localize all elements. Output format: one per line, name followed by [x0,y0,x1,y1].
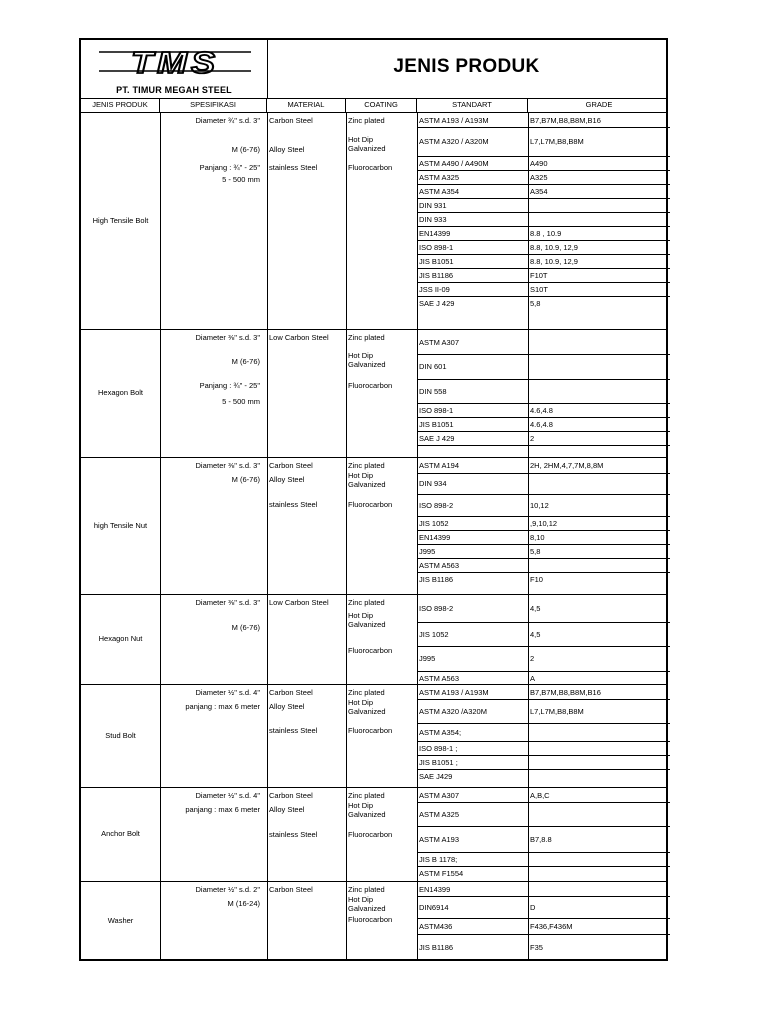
material-line: Alloy Steel [269,145,305,154]
column-divider [160,788,161,881]
material-line: stainless Steel [269,726,318,735]
grade-cell: A490 [530,158,548,168]
grade-cell: 8.8, 10.9, 12,9 [530,256,578,266]
row-divider [417,866,670,867]
product-group [81,595,666,685]
row-divider [417,403,670,404]
column-divider [267,458,268,594]
material-line: Low Carbon Steel [269,598,329,607]
column-divider [160,595,161,684]
coating-line: Fluorocarbon [348,646,393,655]
row-divider [417,473,670,474]
column-divider [346,788,347,881]
standard-cell: J995 [419,546,436,556]
spec-line: M (6-76) [231,357,260,366]
grade-cell: 2 [530,654,535,663]
spec-line: Panjang : ¾" - 25" [199,381,260,390]
col-grade: GRADE [585,100,613,109]
standard-cell: JIS B1186 [419,574,454,584]
grade-cell: 2H, 2HM,4,7,7M,8,8M [530,461,604,470]
spec-line: Diameter ⅜" s.d. 3" [195,598,260,607]
grade-cell: 4.6,4.8 [530,419,553,429]
col-spesifikasi: SPESIFIKASI [160,98,267,112]
grade-cell: L7,L7M,B8,B8M [530,706,584,716]
coating-line: Zinc plated [348,116,385,125]
row-divider [417,852,670,853]
material-line: stainless Steel [269,500,318,509]
spec-line: Diameter ½" s.d. 4" [195,791,260,800]
coating-line: Hot Dip Galvanized [348,611,386,629]
column-divider [528,330,529,457]
spec-line: 5 - 500 mm [222,397,260,406]
material-line: stainless Steel [269,163,318,172]
grade-cell: A,B,C [530,790,550,800]
grade-cell: 4.6,4.8 [530,405,553,415]
standard-cell: JSS II-09 [419,284,450,294]
product-name: Stud Bolt [105,730,136,740]
coating-line: Fluorocarbon [348,830,393,839]
logo-box [81,40,268,98]
column-divider [267,113,268,329]
sheet-header [81,40,666,99]
column-divider [160,113,161,329]
grade-cell: 4,5 [530,604,541,613]
row-divider [417,671,670,672]
column-divider [346,113,347,329]
row-divider [417,431,670,432]
standard-cell: J995 [419,654,436,663]
column-divider [267,685,268,787]
product-name: Hexagon Bolt [97,388,144,397]
column-divider [417,458,418,594]
column-divider [528,458,529,594]
grade-cell: B7,B7M,B8,B8M,B16 [530,115,601,125]
grade-cell: D [530,902,536,912]
coating-line: Hot Dip Galvanized [348,895,386,913]
column-divider [160,685,161,787]
company-logo [95,43,255,81]
row-divider [417,723,670,724]
standard-cell: DIN 934 [419,479,447,488]
standard-cell: ASTM A320 / A320M [419,137,489,146]
grade-cell: 5,8 [530,298,541,308]
row-divider [417,156,670,157]
product-sheet [79,38,668,961]
column-divider [346,595,347,684]
spec-line: M (6-76) [231,145,260,154]
material-line: Carbon Steel [269,688,313,697]
product-group [81,788,666,882]
spec-line: Diameter ¾" s.d. 3" [195,116,260,125]
column-divider [346,330,347,457]
grade-cell: F10 [530,574,543,584]
spec-line: M (16-24) [227,899,260,908]
standard-cell: ISO 898-1 ; [419,743,458,753]
column-divider [267,882,268,960]
standard-cell: ASTM A563 [419,673,460,683]
svg-text:TMS: TMS [131,46,219,81]
column-divider [160,458,161,594]
standard-cell: DIN6914 [419,902,449,912]
row-divider [417,212,670,213]
material-line: Alloy Steel [269,805,305,814]
material-line: Carbon Steel [269,791,313,800]
spec-line: Diameter ½" s.d. 4" [195,688,260,697]
spec-line: panjang : max 6 meter [185,702,260,711]
standard-cell: ASTM A563 [419,560,460,570]
product-name: Anchor Bolt [101,829,140,838]
standard-cell: JIS 1052 [419,629,449,639]
grade-cell: 8.8, 10.9, 12,9 [530,242,578,252]
standard-cell: ASTM A193 / A193M [419,687,489,697]
coating-line: Hot Dip Galvanized [348,471,386,489]
row-divider [417,934,670,935]
material-line: Alloy Steel [269,475,305,484]
standard-cell: EN14399 [419,228,451,238]
row-divider [417,417,670,418]
column-header-row [81,98,666,113]
col-jenis-produk: JENIS PRODUK [81,98,160,112]
row-divider [417,170,670,171]
row-divider [417,558,670,559]
column-divider [346,685,347,787]
row-divider [417,802,670,803]
spec-line: panjang : max 6 meter [185,805,260,814]
standard-cell: JIS B1051 ; [419,757,458,767]
row-divider [417,184,670,185]
coating-line: Zinc plated [348,598,385,607]
grade-cell: A325 [530,172,548,182]
standard-cell: SAE J 429 [419,433,455,443]
standard-cell: ASTM A193 / A193M [419,115,489,125]
standard-cell: ASTM A194 [419,461,460,470]
coating-line: Hot Dip Galvanized [348,801,386,819]
page-title: JENIS PRODUK [393,56,540,77]
spec-line: Diameter ½" s.d. 2" [195,885,260,894]
material-line: stainless Steel [269,830,318,839]
grade-cell: S10T [530,284,548,294]
standard-cell: DIN 558 [419,386,447,396]
row-divider [417,755,670,756]
product-name: High Tensile Bolt [92,215,149,225]
row-divider [417,918,670,919]
standard-cell: JIS B1051 [419,419,454,429]
grade-cell: B7,8.8 [530,834,552,844]
coating-line: Zinc plated [348,885,385,894]
grade-cell: A354 [530,186,548,196]
standard-cell: SAE J429 [419,771,453,781]
product-name: Hexagon Nut [98,634,143,643]
standard-cell: JIS 1052 [419,518,449,528]
column-divider [346,458,347,594]
row-divider [417,226,670,227]
standard-cell: SAE J 429 [419,298,455,308]
column-divider [160,882,161,960]
col-material: MATERIAL [267,98,346,112]
material-line: Low Carbon Steel [269,333,329,342]
spec-line: Panjang : ¾" - 25" [199,163,260,172]
product-group [81,458,666,595]
standard-cell: ASTM A307 [419,337,460,347]
coating-line: Hot Dip Galvanized [348,135,386,153]
grade-cell: 2 [530,433,535,443]
row-divider [417,896,670,897]
material-line: Alloy Steel [269,702,305,711]
coating-line: Fluorocarbon [348,381,393,390]
column-divider [417,685,418,787]
row-divider [417,282,670,283]
row-divider [417,826,670,827]
company-name: PT. TIMUR MEGAH STEEL [116,85,232,95]
spec-line: M (6-76) [231,475,260,484]
standard-cell: ASTM A354 [419,186,460,196]
coating-line: Zinc plated [348,791,385,800]
row-divider [417,622,670,623]
row-divider [417,445,670,446]
standard-cell: ISO 898-1 [419,405,454,415]
standard-cell: ASTM A307 [419,790,460,800]
coating-line: Hot Dip Galvanized [348,351,386,369]
coating-line: Hot Dip Galvanized [348,698,386,716]
standard-cell: EN14399 [419,884,451,894]
grade-cell: ,9,10,12 [530,518,558,528]
material-line: Carbon Steel [269,116,313,125]
coating-line: Zinc plated [348,461,385,470]
material-line: Carbon Steel [269,885,313,894]
row-divider [417,646,670,647]
row-divider [417,354,670,355]
standard-cell: JIS B 1178; [419,854,458,864]
spec-line: 5 - 500 mm [222,175,260,184]
col-standart: STANDART [417,98,528,112]
coating-line: Fluorocarbon [348,915,393,924]
spec-line: M (6-76) [231,623,260,632]
row-divider [417,240,670,241]
grade-cell: F436,F436M [530,921,573,931]
product-group [81,113,666,330]
grade-cell: F10T [530,270,548,280]
standard-cell: ASTM436 [419,921,453,931]
product-group [81,330,666,458]
standard-cell: ASTM A354; [419,727,462,737]
product-name: high Tensile Nut [93,520,148,530]
standard-cell: JIS B1186 [419,943,454,952]
spec-line: Diameter ⅜" s.d. 3" [195,333,260,342]
spec-line: Diameter ⅜" s.d. 3" [195,461,260,470]
grade-cell: B7,B7M,B8,B8M,B16 [530,687,601,697]
coating-line: Zinc plated [348,333,385,342]
row-divider [417,699,670,700]
grade-cell: 4,5 [530,629,541,639]
column-divider [267,330,268,457]
coating-line: Fluorocarbon [348,726,393,735]
standard-cell: JIS B1186 [419,270,454,280]
standard-cell: ASTM A325 [419,809,460,819]
standard-cell: DIN 931 [419,200,447,210]
row-divider [417,198,670,199]
row-divider [417,769,670,770]
grade-cell: 8,10 [530,532,545,542]
standard-cell: ASTM F1554 [419,868,464,878]
standard-cell: DIN 601 [419,362,447,371]
row-divider [417,127,670,128]
grade-cell: F35 [530,943,543,952]
standard-cell: ASTM A320 /A320M [419,706,487,716]
product-group [81,685,666,788]
row-divider [417,741,670,742]
column-divider [267,788,268,881]
standard-cell: ISO 898-2 [419,604,454,613]
coating-line: Fluorocarbon [348,500,393,509]
standard-cell: ISO 898-2 [419,500,454,510]
product-group [81,882,666,961]
grade-cell: 5,8 [530,546,541,556]
row-divider [417,572,670,573]
row-divider [417,494,670,495]
column-divider [417,882,418,960]
standard-cell: DIN 933 [419,214,447,224]
grade-cell: 10,12 [530,500,549,510]
column-divider [528,882,529,960]
standard-cell: EN14399 [419,532,451,542]
row-divider [417,254,670,255]
standard-cell: JIS B1051 [419,256,454,266]
column-divider [267,595,268,684]
standard-cell: ASTM A325 [419,172,460,182]
standard-cell: ISO 898-1 [419,242,454,252]
row-divider [417,296,670,297]
grade-cell: 8.8 , 10.9 [530,228,562,238]
coating-line: Zinc plated [348,688,385,697]
standard-cell: ASTM A490 / A490M [419,158,489,168]
col-coating: COATING [346,98,417,112]
column-divider [160,330,161,457]
row-divider [417,530,670,531]
coating-line: Fluorocarbon [348,163,393,172]
column-divider [417,330,418,457]
grade-cell: A [530,673,536,683]
row-divider [417,516,670,517]
row-divider [417,544,670,545]
column-divider [528,685,529,787]
material-line: Carbon Steel [269,461,313,470]
product-name: Washer [107,915,134,925]
row-divider [417,379,670,380]
grade-cell: L7,L7M,B8,B8M [530,137,584,146]
standard-cell: ASTM A193 [419,834,460,844]
row-divider [417,268,670,269]
column-divider [346,882,347,960]
